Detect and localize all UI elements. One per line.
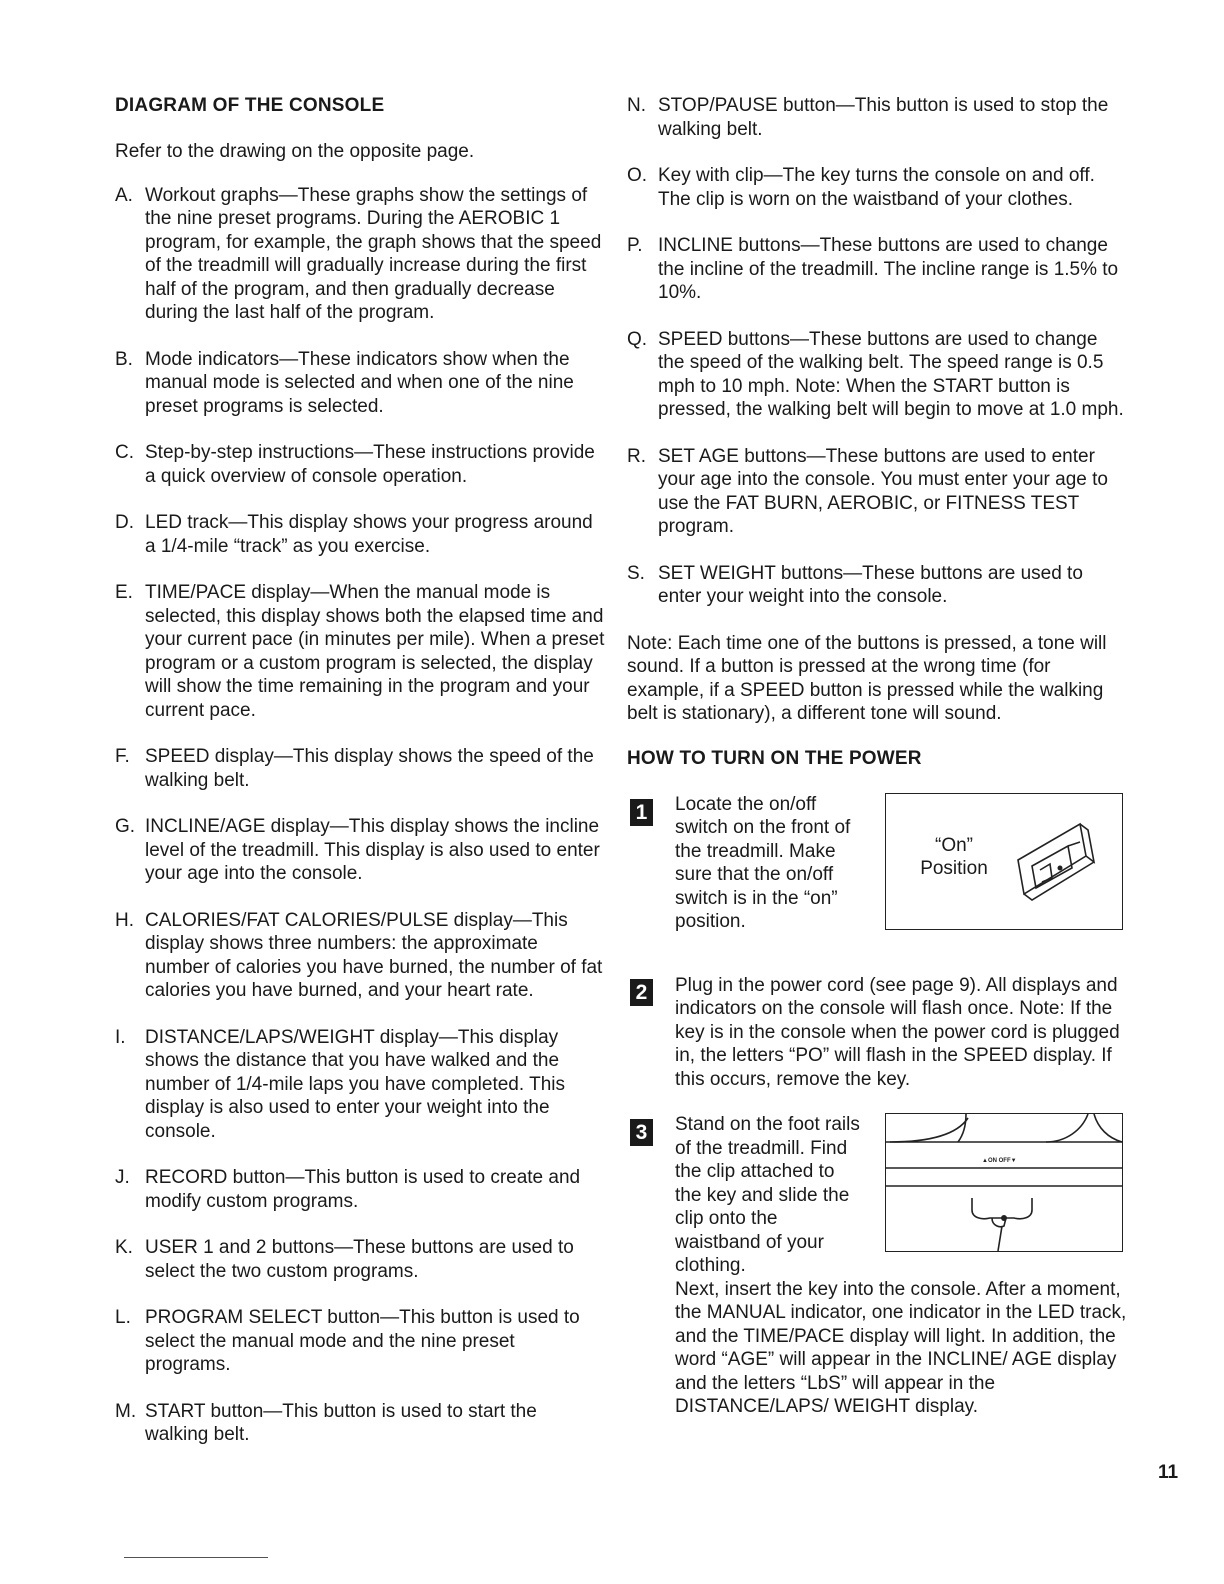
item-text: SET AGE buttons—These buttons are used to enter your age into the console. You must enter your age to use the FAT BURN, AEROBIC, or FITNESS TEST program. [658,445,1108,537]
item-text: Mode indicators—These indicators show when the manual mode is selected and when one of the nine preset programs is selected. [145,348,574,417]
item-letter: E. [115,582,133,603]
step-text: Locate the on/off switch on the front of the treadmill. Make sure that the on/off switch is in the “on” position. [675,793,851,932]
step-2 [627,974,1127,1092]
item-letter: J. [115,1167,130,1188]
list-item-l [115,1306,605,1377]
on-position-figure [885,793,1123,930]
item-text: INCLINE buttons—These buttons are used to change the incline of the treadmill. The incline range is 1.5% to 10%. [658,235,1119,303]
list-item-j [115,1166,605,1213]
intro-text: Refer to the drawing on the opposite page. [115,141,475,162]
step-number-badge: 2 [630,979,653,1006]
caption-on: “On” [935,834,973,856]
left-column [115,94,605,1470]
item-text: STOP/PAUSE button—This button is used to stop the walking belt. [658,95,1109,140]
page-number: 11 [1158,1462,1179,1483]
item-letter: O. [627,165,648,186]
list-item-g [115,815,605,886]
item-text: Workout graphs—These graphs show the settings of the nine preset programs. During the AEROBIC 1 program, for example, the graph shows that the speed of the treadmill will gradually increase during the first half of the program, and then gradually decrease during the last half of the program. [145,184,602,323]
key-clip-figure [885,1113,1123,1252]
list-item-c [115,441,605,488]
item-text: LED track—This display shows your progress around a 1/4-mile “track” as you exercise. [145,512,593,557]
step-number-badge: 3 [630,1119,653,1146]
item-letter: S. [627,562,645,584]
on-off-key-label: ▲ON OFF▼ [982,1158,1017,1164]
list-item-s [627,562,1127,609]
right-column [627,94,1127,1419]
item-text: USER 1 and 2 buttons—These buttons are used to select the two custom programs. [145,1237,574,1282]
item-letter: C. [115,442,134,463]
list-item-o [627,164,1127,211]
item-letter: I. [115,1026,126,1048]
list-item-e [115,581,605,722]
caption-position: Position [920,858,988,879]
item-letter: A. [115,184,133,206]
list-item-f [115,745,605,792]
list-item-p [627,234,1127,305]
power-heading: HOW TO TURN ON THE POWER [627,747,922,769]
list-item-k [115,1236,605,1283]
note-text: Note: Each time one of the buttons is pressed, a tone will sound. If a button is pressed at the wrong time (for example, if a SPEED button is pressed while the walking belt is stationary), a different tone will sound. [627,632,1107,724]
item-letter: N. [627,95,646,116]
step-number-badge: 1 [630,799,653,826]
step-text-part-2: Next, insert the key into the console. After a moment, the MANUAL indicator, one indicator in the LED track, and the TIME/PACE display will light. In addition, the word “AGE” will appear in the INCLINE/ AGE display and the letters “LbS” will appear in the DISTANCE/LAPS/ WEIGHT display. [675,1278,1127,1417]
list-item-d [115,511,605,558]
list-item-h [115,909,605,1003]
item-text: SPEED buttons—These buttons are used to change the speed of the walking belt. The speed range is 0.5 mph to 10 mph. Note: When the START button is pressed, the walking belt will begin to move at 1.0 mph. [658,328,1124,420]
item-letter: K. [115,1237,133,1258]
item-letter: H. [115,909,134,931]
item-letter: B. [115,348,133,370]
item-letter: G. [115,816,136,837]
section-heading: DIAGRAM OF THE CONSOLE [115,95,385,116]
item-letter: Q. [627,328,648,350]
item-text: SET WEIGHT buttons—These buttons are used to enter your weight into the console. [658,562,1083,607]
item-letter: R. [627,445,646,467]
item-letter: D. [115,512,134,533]
list-item-r [627,445,1127,539]
list-item-i [115,1026,605,1144]
item-letter: M. [115,1400,137,1422]
console-key-illustration [886,1114,1122,1251]
step-text: Plug in the power cord (see page 9). All displays and indicators on the console will flash once. Note: If the key is in the console when the power cord is plugged in, the letters “PO” will flash in the SPEED display. If this occurs, remove the key. [675,974,1120,1090]
list-item-b [115,348,605,419]
item-letter: F. [115,746,130,767]
item-text: RECORD button—This button is used to create and modify custom programs. [145,1167,581,1212]
figure-caption [914,834,994,881]
item-letter: P. [627,235,643,256]
step-text-part-1: Stand on the foot rails of the treadmill. Find the clip attached to the key and slide the clip onto the waistband of your clothing. [675,1114,860,1276]
item-text: PROGRAM SELECT button—This button is used to select the manual mode and the nine preset programs. [145,1307,580,1375]
item-text: Key with clip—The key turns the console on and off. The clip is worn on the waistband of your clothes. [658,165,1095,210]
step-3 [627,1113,1127,1419]
step-1 [627,793,1127,943]
item-text: DISTANCE/LAPS/WEIGHT display—This display shows the distance that you have walked and the number of 1/4-mile laps you have completed. This display is also used to enter your weight into the console. [145,1026,565,1142]
item-text: CALORIES/FAT CALORIES/PULSE display—This display shows three numbers: the approximate number of calories you have burned, the number of fat calories you have burned, and your heart rate. [145,909,603,1001]
on-off-switch-illustration [1010,816,1100,911]
item-letter: L. [115,1307,131,1328]
list-item-q [627,328,1127,422]
item-text: INCLINE/AGE display—This display shows the incline level of the treadmill. This display is also used to enter your age into the console. [145,816,600,884]
list-item-n [627,94,1127,141]
item-text: START button—This button is used to start the walking belt. [145,1400,537,1445]
item-text: TIME/PACE display—When the manual mode is selected, this display shows both the elapsed time and your current pace (in minutes per mile). When a preset program or a custom program is selected, the display will show the time remaining in the program and your current pace. [145,582,605,721]
footer-rule [124,1557,268,1558]
list-item-a [115,184,605,325]
item-text: SPEED display—This display shows the speed of the walking belt. [145,746,594,791]
item-text: Step-by-step instructions—These instructions provide a quick overview of console operation. [145,442,595,487]
list-item-m [115,1400,605,1447]
